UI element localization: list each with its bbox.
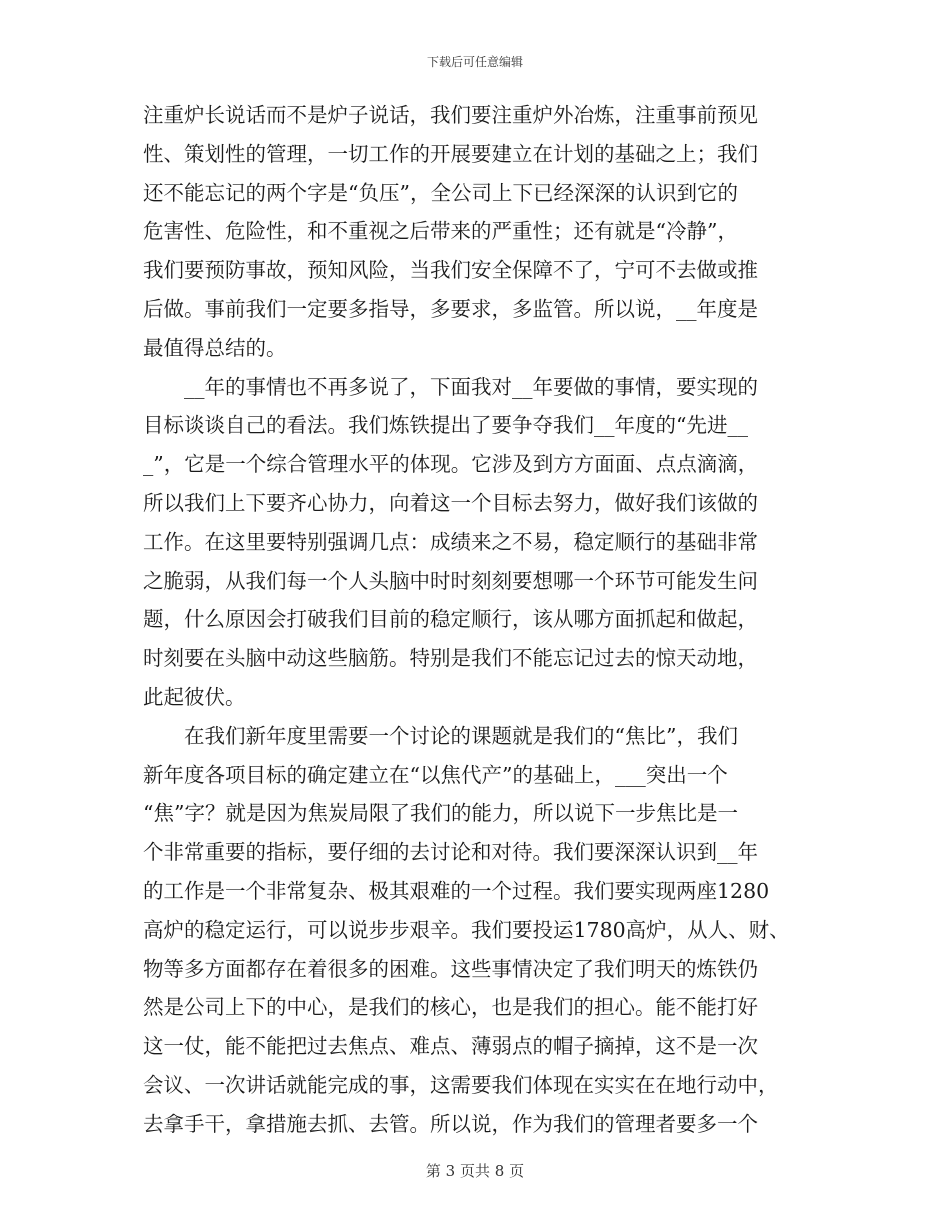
text-line: 危害性、危险性，和不重视之后带来的严重性；还有就是“冷静”，	[143, 219, 738, 244]
text-line: 然是公司上下的中心，是我们的核心，也是我们的担心。能不能打好	[143, 995, 758, 1020]
text-line: 会议、一次讲话就能完成的事，这需要我们体现在实实在在地行动中，	[143, 1072, 779, 1097]
text-line: 去拿手干，拿措施去抓、去管。所以说，作为我们的管理者要多一个	[143, 1111, 758, 1136]
text-line: 物等多方面都存在着很多的困难。这些事情决定了我们明天的炼铁仍	[143, 956, 758, 981]
text-line: 之脆弱，从我们每一个人头脑中时时刻刻要想哪一个环节可能发生问	[143, 568, 758, 593]
page-header: 下载后可任意编辑	[426, 55, 523, 69]
text-line: 此起彼伏。	[143, 684, 246, 709]
text-line: 注重炉长说话而不是炉子说话，我们要注重炉外冶炼，注重事前预见	[143, 103, 758, 127]
text-line: 在我们新年度里需要一个讨论的课题就是我们的“焦比”，我们	[143, 723, 738, 748]
text-line: 工作。在这里要特别强调几点：成绩来之不易，稳定顺行的基础非常	[143, 529, 758, 554]
text-line: 题，什么原因会打破我们目前的稳定顺行，该从哪方面抓起和做起，	[143, 607, 758, 632]
document-body	[143, 96, 823, 1144]
text-line: 新年度各项目标的确定建立在“以焦代产”的基础上，___突出一个	[143, 762, 728, 787]
text-line: __年的事情也不再多说了，下面我对__年要做的事情，要实现的	[143, 374, 758, 399]
text-line: 性、策划性的管理，一切工作的开展要建立在计划的基础之上；我们	[143, 141, 758, 166]
text-line: “焦”字？就是因为焦炭局限了我们的能力，所以说下一步焦比是一	[143, 801, 738, 826]
text-line: 最值得总结的。	[143, 335, 287, 360]
text-line: 时刻要在头脑中动这些脑筋。特别是我们不能忘记过去的惊天动地，	[143, 646, 758, 671]
text-line: 还不能忘记的两个字是“负压”，全公司上下已经深深的认识到它的	[143, 180, 738, 205]
text-line: 所以我们上下要齐心协力，向着这一个目标去努力，做好我们该做的	[143, 490, 758, 515]
text-line: 个非常重要的指标，要仔细的去讨论和对待。我们要深深认识到__年	[143, 840, 758, 865]
text-line: 目标谈谈自己的看法。我们炼铁提出了要争夺我们__年度的“先进__	[143, 413, 748, 438]
text-line: 这一仗，能不能把过去焦点、难点、薄弱点的帽子摘掉，这不是一次	[143, 1034, 758, 1059]
text-line: _”，它是一个综合管理水平的体现。它涉及到方方面面、点点滴滴，	[143, 452, 759, 477]
text-line: 的工作是一个非常复杂、极其艰难的一个过程。我们要实现两座1280	[143, 878, 770, 903]
page-footer: 第 3 页共 8 页	[425, 1162, 525, 1180]
text-line: 高炉的稳定运行，可以说步步艰辛。我们要投运1780高炉，从人、财、	[143, 917, 790, 942]
text-line: 我们要预防事故，预知风险，当我们安全保障不了，宁可不去做或推	[143, 258, 758, 283]
text-line: 后做。事前我们一定要多指导，多要求，多监管。所以说，__年度是	[143, 296, 758, 321]
